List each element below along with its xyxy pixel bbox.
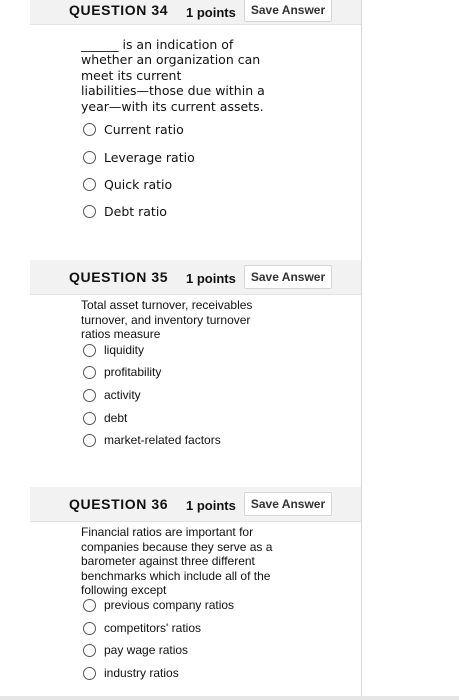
option-profitability[interactable] [83,365,161,379]
question-text: ______ is an indication of whether an organization can meet its current liabilities—those due within a year—with its current assets. [81,37,265,114]
option-label: competitors' ratios [104,621,201,635]
option-competitors-ratios[interactable] [83,621,201,635]
question-number: QUESTION 35 [69,269,169,285]
option-label: market-related factors [104,433,221,447]
option-current-ratio[interactable] [83,122,184,137]
option-label: Current ratio [104,122,184,137]
option-label: Leverage ratio [104,150,195,165]
option-pay-wage-ratios[interactable] [83,643,188,657]
save-answer-button[interactable]: Save Answer [244,0,332,22]
radio-button[interactable] [83,434,96,447]
option-label: pay wage ratios [104,643,189,657]
option-label: profitability [104,365,162,379]
option-label: industry ratios [104,666,179,680]
page-bottom-edge [0,696,459,700]
option-label: Debt ratio [104,204,167,219]
option-quick-ratio[interactable] [83,177,172,192]
option-label: debt [104,411,128,425]
option-industry-ratios[interactable] [83,666,179,680]
radio-button[interactable] [83,667,96,680]
question-text: Financial ratios are important for companies because they serve as a barometer against three different benchmarks which include all of the following except [81,525,273,597]
save-answer-button[interactable]: Save Answer [244,265,332,289]
question-number: QUESTION 36 [69,496,169,512]
question-36 [0,487,361,697]
option-label: activity [104,388,141,402]
radio-button[interactable] [83,412,96,425]
radio-button[interactable] [83,644,96,657]
option-debt-ratio[interactable] [83,204,167,219]
option-previous-company-ratios[interactable] [83,598,234,612]
option-label: liquidity [104,343,145,357]
radio-button[interactable] [83,205,96,218]
radio-button[interactable] [83,389,96,402]
option-activity[interactable] [83,388,141,402]
radio-button[interactable] [83,366,96,379]
option-debt[interactable] [83,411,127,425]
option-label: Quick ratio [104,177,173,192]
option-liquidity[interactable] [83,343,144,357]
question-text: Total asset turnover, receivables turnover, and inventory turnover ratios measure [81,298,253,341]
question-points: 1 points [186,498,236,513]
question-number: QUESTION 34 [69,2,169,18]
option-label: previous company ratios [104,598,235,612]
radio-button[interactable] [83,151,96,164]
option-leverage-ratio[interactable] [83,150,195,165]
question-points: 1 points [186,5,236,20]
radio-button[interactable] [83,178,96,191]
radio-button[interactable] [83,344,96,357]
question-points: 1 points [186,271,236,286]
question-35 [0,260,361,485]
option-market-related-factors[interactable] [83,433,221,447]
save-answer-button[interactable]: Save Answer [244,492,332,516]
radio-button[interactable] [83,622,96,635]
question-34 [0,0,361,240]
panel-divider [361,0,362,700]
radio-button[interactable] [83,123,96,136]
radio-button[interactable] [83,599,96,612]
